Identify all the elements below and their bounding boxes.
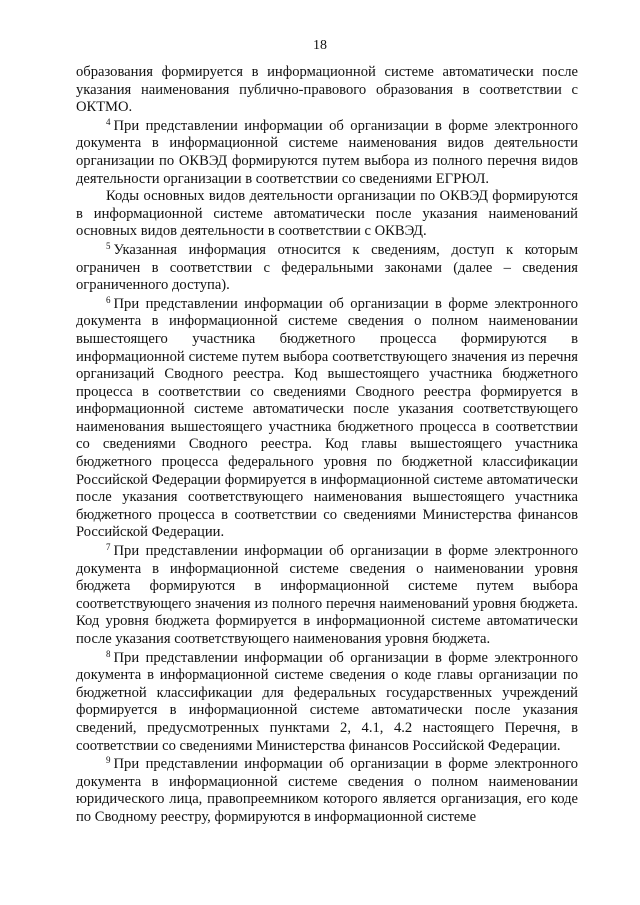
footnote-marker: 4 <box>106 116 111 127</box>
footnote-8 <box>76 650 578 756</box>
footnote-6 <box>76 296 578 542</box>
footnote-text: При представлении информации об организации в форме электронного документа в информационной системе сведения о коде главы организации по бюджетной классификации для федеральных государственных учреждений формируется в информационной системе автоматически после указания сведений, предусмотренных пунктами 2, 4.1, 4.2 настоящего Перечня, в соответствии со сведениями Министерства финансов Российской Федерации. <box>76 649 578 754</box>
footnote-text: При представлении информации об организации в форме электронного документа в информационной системе сведения о полном наименовании вышестоящего участника бюджетного процесса формируются в информационной системе путем выбора соответствующего значения из перечня организаций Сводного реестра. Код вышестоящего участника бюджетного процесса в соответствии со сведениями Сводного реестра формируется в информационной системе автоматически после указания соответствующего наименования вышестоящего участника бюджетного процесса в соответствии со сведениями Сводного реестра. Код главы вышестоящего участника бюджетного процесса федерального уровня по бюджетной классификации Российской Федерации формируется в информационной системе автоматически после указания соответствующего наименования вышестоящего участника бюджетного процесса в соответствии со сведениями Министерства финансов Российской Федерации. <box>76 295 578 541</box>
footnote-9 <box>76 756 578 826</box>
paragraph-text: образования формируется в информационной системе автоматически после указания наименования публично-правового образования в соответствии с ОКТМО. <box>76 64 578 116</box>
footnote-text: Указанная информация относится к сведениям, доступ к которым ограничен в соответствии с федеральными законами (далее – сведения ограниченного доступа). <box>76 241 578 294</box>
paragraph-text: Коды основных видов деятельности организации по ОКВЭД формируются в информационной системе автоматически после указания наименований основных видов деятельности в соответствии с ОКВЭД. <box>76 188 578 240</box>
paragraph-continuation <box>76 64 578 117</box>
paragraph-okved-codes <box>76 188 578 241</box>
footnote-text: При представлении информации об организации в форме электронного документа в информационной системе сведения о полном наименовании юридического лица, правопреемником которого является организация, его коде по Сводному реестру, формируются в информационной системе <box>76 756 578 825</box>
footnote-marker: 8 <box>106 648 111 659</box>
footnote-marker: 7 <box>106 542 111 553</box>
footnote-text: При представлении информации об организации в форме электронного документа в информационной системе наименования видов деятельности организации по ОКВЭД формируются путем выбора из полного перечня видов деятельности организации в соответствии со сведениями ЕГРЮЛ. <box>76 117 578 187</box>
footnote-marker: 9 <box>106 755 111 766</box>
footnote-4 <box>76 118 578 188</box>
footnote-7 <box>76 543 578 649</box>
footnote-marker: 5 <box>106 240 111 251</box>
footnote-5 <box>76 242 578 295</box>
document-body <box>76 64 578 827</box>
page-number: 18 <box>313 38 327 53</box>
footnote-marker: 6 <box>106 294 111 305</box>
footnote-text: При представлении информации об организации в форме электронного документа в информационной системе сведения о наименовании уровня бюджета формируются в информационной системе путем выбора соответствующего значения из полного перечня наименований уровня бюджета. Код уровня бюджета формируется в информационной системе автоматически после указания соответствующего наименования уровня бюджета. <box>76 543 578 647</box>
